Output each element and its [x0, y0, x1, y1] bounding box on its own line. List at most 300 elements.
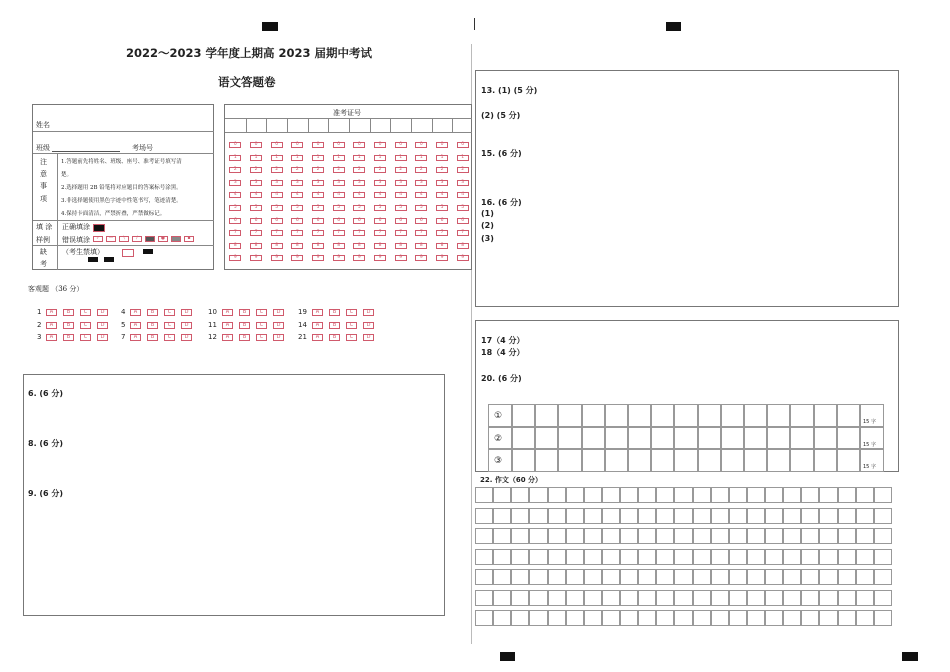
exam-id-digit-bubble[interactable]: 8	[250, 243, 262, 249]
exam-id-digit-bubble[interactable]: 5	[395, 205, 407, 211]
essay-char-cell[interactable]	[529, 569, 547, 585]
objective-option-bubble[interactable]: A	[222, 322, 233, 329]
essay-char-cell[interactable]	[656, 487, 674, 503]
essay-char-cell[interactable]	[511, 528, 529, 544]
objective-option-bubble[interactable]: C	[164, 322, 175, 329]
essay-char-cell[interactable]	[801, 569, 819, 585]
absent-checkbox[interactable]	[122, 249, 134, 257]
essay-char-cell[interactable]	[602, 508, 620, 524]
q20-char-cell[interactable]	[790, 404, 813, 427]
q20-char-cell[interactable]	[790, 449, 813, 472]
essay-char-cell[interactable]	[783, 508, 801, 524]
exam-id-digit-bubble[interactable]: 5	[250, 205, 262, 211]
essay-char-cell[interactable]	[584, 487, 602, 503]
essay-char-cell[interactable]	[856, 549, 874, 565]
exam-id-digit-bubble[interactable]: 7	[436, 230, 448, 236]
q20-char-cell[interactable]	[535, 404, 558, 427]
essay-grid[interactable]	[475, 485, 892, 630]
essay-char-cell[interactable]	[656, 610, 674, 626]
q20-char-cell[interactable]	[721, 404, 744, 427]
exam-id-digit-bubble[interactable]: 0	[395, 142, 407, 148]
exam-id-digit-bubble[interactable]: 2	[374, 167, 386, 173]
essay-char-cell[interactable]	[819, 590, 837, 606]
essay-char-cell[interactable]	[783, 528, 801, 544]
essay-char-cell[interactable]	[638, 528, 656, 544]
essay-char-cell[interactable]	[638, 549, 656, 565]
essay-char-cell[interactable]	[566, 590, 584, 606]
exam-id-digit-bubble[interactable]: 2	[457, 167, 469, 173]
exam-id-digit-bubble[interactable]: 5	[271, 205, 283, 211]
objective-option-bubble[interactable]: A	[130, 322, 141, 329]
essay-char-cell[interactable]	[874, 590, 892, 606]
q20-char-cell[interactable]	[837, 427, 860, 450]
q20-char-cell[interactable]	[628, 449, 651, 472]
q20-char-cell[interactable]	[628, 404, 651, 427]
exam-id-digit-bubble[interactable]: 3	[374, 180, 386, 186]
objective-option-bubble[interactable]: A	[312, 309, 323, 316]
objective-option-bubble[interactable]: B	[329, 322, 340, 329]
objective-option-bubble[interactable]: B	[63, 309, 74, 316]
exam-id-digit-bubble[interactable]: 4	[457, 192, 469, 198]
q20-char-cell[interactable]	[512, 404, 535, 427]
exam-id-digit-bubble[interactable]: 1	[374, 155, 386, 161]
exam-id-digit-bubble[interactable]: 6	[250, 218, 262, 224]
objective-option-bubble[interactable]: C	[164, 334, 175, 341]
essay-char-cell[interactable]	[566, 528, 584, 544]
essay-char-cell[interactable]	[638, 508, 656, 524]
essay-char-cell[interactable]	[638, 487, 656, 503]
exam-id-digit-bubble[interactable]: 8	[291, 243, 303, 249]
exam-id-digit-bubble[interactable]: 1	[250, 155, 262, 161]
essay-char-cell[interactable]	[511, 610, 529, 626]
essay-char-cell[interactable]	[529, 590, 547, 606]
essay-char-cell[interactable]	[838, 528, 856, 544]
essay-char-cell[interactable]	[819, 528, 837, 544]
essay-char-cell[interactable]	[620, 590, 638, 606]
exam-id-digit-bubble[interactable]: 5	[333, 205, 345, 211]
exam-id-digit-bubble[interactable]: 6	[312, 218, 324, 224]
q20-writing-grid[interactable]	[488, 404, 884, 472]
essay-char-cell[interactable]	[548, 508, 566, 524]
right-top-answer-box[interactable]	[475, 70, 899, 307]
exam-id-digit-bubble[interactable]: 0	[312, 142, 324, 148]
exam-id-digit-bubble[interactable]: 0	[436, 142, 448, 148]
exam-id-digit-bubble[interactable]: 8	[312, 243, 324, 249]
essay-char-cell[interactable]	[493, 508, 511, 524]
exam-id-digit-bubble[interactable]: 4	[395, 192, 407, 198]
left-answer-box[interactable]	[23, 374, 445, 616]
essay-char-cell[interactable]	[493, 569, 511, 585]
essay-char-cell[interactable]	[693, 569, 711, 585]
objective-option-bubble[interactable]: A	[46, 334, 57, 341]
exam-id-digit-bubble[interactable]: 8	[271, 243, 283, 249]
class-underline[interactable]	[52, 151, 120, 152]
q20-char-cell[interactable]	[605, 427, 628, 450]
essay-char-cell[interactable]	[566, 508, 584, 524]
objective-option-bubble[interactable]: D	[363, 334, 374, 341]
exam-id-digit-bubble[interactable]: 5	[353, 205, 365, 211]
objective-option-bubble[interactable]: A	[130, 334, 141, 341]
essay-char-cell[interactable]	[765, 610, 783, 626]
essay-char-cell[interactable]	[874, 528, 892, 544]
essay-char-cell[interactable]	[602, 590, 620, 606]
exam-id-digit-bubble[interactable]: 6	[415, 218, 427, 224]
exam-id-digit-bubble[interactable]: 1	[271, 155, 283, 161]
objective-option-bubble[interactable]: A	[312, 322, 323, 329]
objective-option-bubble[interactable]: D	[273, 309, 284, 316]
essay-char-cell[interactable]	[765, 590, 783, 606]
objective-option-bubble[interactable]: C	[346, 309, 357, 316]
essay-char-cell[interactable]	[874, 508, 892, 524]
q20-char-cell[interactable]	[651, 449, 674, 472]
objective-option-bubble[interactable]: D	[181, 334, 192, 341]
exam-id-digit-bubble[interactable]: 6	[436, 218, 448, 224]
essay-char-cell[interactable]	[838, 590, 856, 606]
essay-char-cell[interactable]	[602, 528, 620, 544]
essay-char-cell[interactable]	[874, 569, 892, 585]
exam-id-digit-bubble[interactable]: 0	[353, 142, 365, 148]
essay-char-cell[interactable]	[711, 549, 729, 565]
exam-id-digit-bubble[interactable]: 4	[229, 192, 241, 198]
exam-id-digit-bubble[interactable]: 4	[436, 192, 448, 198]
objective-option-bubble[interactable]: C	[164, 309, 175, 316]
objective-option-bubble[interactable]: C	[346, 322, 357, 329]
essay-char-cell[interactable]	[856, 610, 874, 626]
exam-id-digit-bubble[interactable]: 7	[415, 230, 427, 236]
essay-char-cell[interactable]	[511, 590, 529, 606]
essay-char-cell[interactable]	[729, 610, 747, 626]
exam-id-digit-bubble[interactable]: 0	[374, 142, 386, 148]
objective-option-bubble[interactable]: B	[147, 322, 158, 329]
exam-id-digit-bubble[interactable]: 5	[291, 205, 303, 211]
objective-option-bubble[interactable]: A	[222, 309, 233, 316]
exam-id-digit-bubble[interactable]: 7	[229, 230, 241, 236]
exam-id-digit-bubble[interactable]: 1	[436, 155, 448, 161]
essay-char-cell[interactable]	[584, 549, 602, 565]
exam-id-digit-bubble[interactable]: 8	[457, 243, 469, 249]
objective-option-bubble[interactable]: A	[130, 309, 141, 316]
exam-id-digit-bubble[interactable]: 2	[415, 167, 427, 173]
exam-id-digit-bubble[interactable]: 6	[457, 218, 469, 224]
essay-char-cell[interactable]	[729, 590, 747, 606]
essay-char-cell[interactable]	[819, 610, 837, 626]
exam-id-digit-bubble[interactable]: 9	[374, 255, 386, 261]
essay-char-cell[interactable]	[674, 508, 692, 524]
exam-id-digit-bubble[interactable]: 3	[229, 180, 241, 186]
exam-id-digit-bubble[interactable]: 5	[436, 205, 448, 211]
objective-option-bubble[interactable]: C	[256, 322, 267, 329]
exam-id-digit-bubble[interactable]: 7	[312, 230, 324, 236]
essay-char-cell[interactable]	[711, 610, 729, 626]
exam-id-digit-bubble[interactable]: 4	[415, 192, 427, 198]
q20-char-cell[interactable]	[698, 449, 721, 472]
essay-char-cell[interactable]	[638, 590, 656, 606]
essay-char-cell[interactable]	[602, 487, 620, 503]
essay-char-cell[interactable]	[656, 590, 674, 606]
exam-id-digit-bubble[interactable]: 6	[291, 218, 303, 224]
essay-char-cell[interactable]	[747, 549, 765, 565]
essay-char-cell[interactable]	[475, 508, 493, 524]
exam-id-digit-bubble[interactable]: 7	[353, 230, 365, 236]
essay-char-cell[interactable]	[656, 508, 674, 524]
essay-char-cell[interactable]	[819, 487, 837, 503]
objective-option-bubble[interactable]: B	[63, 322, 74, 329]
exam-id-digit-bubble[interactable]: 8	[333, 243, 345, 249]
exam-id-digit-bubble[interactable]: 8	[353, 243, 365, 249]
essay-char-cell[interactable]	[765, 549, 783, 565]
essay-char-cell[interactable]	[548, 549, 566, 565]
exam-id-digit-bubble[interactable]: 2	[271, 167, 283, 173]
essay-char-cell[interactable]	[475, 610, 493, 626]
q20-char-cell[interactable]	[582, 427, 605, 450]
exam-id-digit-bubble[interactable]: 1	[333, 155, 345, 161]
essay-char-cell[interactable]	[838, 610, 856, 626]
essay-char-cell[interactable]	[693, 528, 711, 544]
essay-char-cell[interactable]	[801, 487, 819, 503]
essay-char-cell[interactable]	[729, 549, 747, 565]
objective-option-bubble[interactable]: B	[239, 334, 250, 341]
exam-id-digit-bubble[interactable]: 9	[457, 255, 469, 261]
essay-char-cell[interactable]	[747, 487, 765, 503]
exam-id-digit-bubble[interactable]: 7	[271, 230, 283, 236]
essay-char-cell[interactable]	[584, 590, 602, 606]
objective-option-bubble[interactable]: A	[222, 334, 233, 341]
essay-char-cell[interactable]	[801, 528, 819, 544]
exam-id-digit-bubble[interactable]: 6	[353, 218, 365, 224]
essay-char-cell[interactable]	[838, 487, 856, 503]
q20-char-cell[interactable]	[651, 404, 674, 427]
essay-char-cell[interactable]	[874, 549, 892, 565]
exam-id-digit-bubble[interactable]: 5	[312, 205, 324, 211]
exam-id-digit-bubble[interactable]: 2	[312, 167, 324, 173]
exam-id-digit-bubble[interactable]: 2	[333, 167, 345, 173]
objective-option-bubble[interactable]: D	[273, 334, 284, 341]
q20-char-cell[interactable]	[605, 449, 628, 472]
essay-char-cell[interactable]	[693, 487, 711, 503]
q20-char-cell[interactable]	[558, 404, 581, 427]
essay-char-cell[interactable]	[801, 549, 819, 565]
exam-id-digit-bubble[interactable]: 9	[353, 255, 365, 261]
q20-char-cell[interactable]	[721, 449, 744, 472]
q20-char-cell[interactable]	[582, 449, 605, 472]
essay-char-cell[interactable]	[620, 569, 638, 585]
essay-char-cell[interactable]	[493, 549, 511, 565]
q20-char-cell[interactable]	[814, 404, 837, 427]
essay-char-cell[interactable]	[729, 508, 747, 524]
essay-char-cell[interactable]	[529, 549, 547, 565]
exam-id-digit-bubble[interactable]: 2	[436, 167, 448, 173]
essay-char-cell[interactable]	[783, 590, 801, 606]
exam-id-digit-bubble[interactable]: 0	[271, 142, 283, 148]
essay-char-cell[interactable]	[747, 610, 765, 626]
exam-id-digit-bubble[interactable]: 9	[271, 255, 283, 261]
objective-option-bubble[interactable]: D	[363, 309, 374, 316]
essay-char-cell[interactable]	[856, 569, 874, 585]
essay-char-cell[interactable]	[711, 528, 729, 544]
essay-char-cell[interactable]	[874, 487, 892, 503]
essay-char-cell[interactable]	[620, 610, 638, 626]
q20-char-cell[interactable]	[744, 427, 767, 450]
essay-char-cell[interactable]	[529, 508, 547, 524]
exam-id-digit-bubble[interactable]: 3	[457, 180, 469, 186]
essay-char-cell[interactable]	[548, 610, 566, 626]
exam-id-digit-bubble[interactable]: 7	[374, 230, 386, 236]
essay-char-cell[interactable]	[566, 569, 584, 585]
exam-id-digit-bubble[interactable]: 9	[436, 255, 448, 261]
exam-id-digit-bubble[interactable]: 0	[415, 142, 427, 148]
objective-option-bubble[interactable]: B	[147, 334, 158, 341]
exam-id-digit-bubble[interactable]: 3	[291, 180, 303, 186]
exam-id-digit-bubble[interactable]: 7	[395, 230, 407, 236]
essay-char-cell[interactable]	[747, 590, 765, 606]
objective-option-bubble[interactable]: C	[256, 334, 267, 341]
exam-id-digit-bubble[interactable]: 8	[415, 243, 427, 249]
essay-char-cell[interactable]	[602, 549, 620, 565]
objective-option-bubble[interactable]: A	[46, 322, 57, 329]
essay-char-cell[interactable]	[602, 610, 620, 626]
essay-char-cell[interactable]	[711, 569, 729, 585]
q20-char-cell[interactable]	[744, 404, 767, 427]
exam-id-digit-bubble[interactable]: 9	[333, 255, 345, 261]
essay-char-cell[interactable]	[747, 528, 765, 544]
exam-id-digit-bubble[interactable]: 7	[250, 230, 262, 236]
exam-id-digit-bubble[interactable]: 3	[312, 180, 324, 186]
essay-char-cell[interactable]	[819, 549, 837, 565]
essay-char-cell[interactable]	[765, 508, 783, 524]
essay-char-cell[interactable]	[783, 549, 801, 565]
essay-char-cell[interactable]	[548, 528, 566, 544]
exam-id-digit-bubble[interactable]: 3	[395, 180, 407, 186]
essay-char-cell[interactable]	[747, 508, 765, 524]
essay-char-cell[interactable]	[693, 549, 711, 565]
q20-char-cell[interactable]	[651, 427, 674, 450]
essay-char-cell[interactable]	[838, 549, 856, 565]
exam-id-digit-bubble[interactable]: 3	[271, 180, 283, 186]
q20-char-cell[interactable]	[767, 404, 790, 427]
q20-char-cell[interactable]	[535, 427, 558, 450]
essay-char-cell[interactable]	[674, 610, 692, 626]
essay-char-cell[interactable]	[656, 528, 674, 544]
q20-char-cell[interactable]	[558, 449, 581, 472]
exam-id-digit-bubble[interactable]: 7	[291, 230, 303, 236]
essay-char-cell[interactable]	[638, 610, 656, 626]
essay-char-cell[interactable]	[493, 590, 511, 606]
exam-id-digit-bubble[interactable]: 4	[374, 192, 386, 198]
objective-option-bubble[interactable]: C	[80, 322, 91, 329]
essay-char-cell[interactable]	[584, 508, 602, 524]
objective-option-bubble[interactable]: C	[80, 334, 91, 341]
essay-char-cell[interactable]	[566, 610, 584, 626]
exam-id-digit-bubble[interactable]: 7	[333, 230, 345, 236]
q20-char-cell[interactable]	[535, 449, 558, 472]
essay-char-cell[interactable]	[584, 610, 602, 626]
essay-char-cell[interactable]	[493, 610, 511, 626]
essay-char-cell[interactable]	[874, 610, 892, 626]
exam-id-digit-bubble[interactable]: 3	[436, 180, 448, 186]
exam-id-digit-bubble[interactable]: 8	[436, 243, 448, 249]
objective-option-bubble[interactable]: C	[256, 309, 267, 316]
exam-id-digit-bubble[interactable]: 6	[395, 218, 407, 224]
exam-id-digit-bubble[interactable]: 4	[353, 192, 365, 198]
objective-option-bubble[interactable]: C	[80, 309, 91, 316]
exam-id-digit-bubble[interactable]: 0	[333, 142, 345, 148]
essay-char-cell[interactable]	[584, 569, 602, 585]
essay-char-cell[interactable]	[548, 569, 566, 585]
essay-char-cell[interactable]	[674, 528, 692, 544]
essay-char-cell[interactable]	[765, 569, 783, 585]
q20-char-cell[interactable]	[837, 404, 860, 427]
essay-char-cell[interactable]	[674, 590, 692, 606]
essay-char-cell[interactable]	[801, 508, 819, 524]
exam-id-digit-bubble[interactable]: 3	[250, 180, 262, 186]
essay-char-cell[interactable]	[529, 610, 547, 626]
essay-char-cell[interactable]	[475, 590, 493, 606]
objective-option-bubble[interactable]: B	[329, 309, 340, 316]
q20-char-cell[interactable]	[628, 427, 651, 450]
essay-char-cell[interactable]	[548, 487, 566, 503]
essay-char-cell[interactable]	[838, 569, 856, 585]
essay-char-cell[interactable]	[856, 590, 874, 606]
exam-id-digit-bubble[interactable]: 0	[250, 142, 262, 148]
essay-char-cell[interactable]	[765, 487, 783, 503]
q20-char-cell[interactable]	[767, 427, 790, 450]
essay-char-cell[interactable]	[729, 487, 747, 503]
essay-char-cell[interactable]	[493, 487, 511, 503]
objective-option-bubble[interactable]: D	[363, 322, 374, 329]
exam-id-digit-bubble[interactable]: 0	[229, 142, 241, 148]
q20-char-cell[interactable]	[605, 404, 628, 427]
q20-char-cell[interactable]	[721, 427, 744, 450]
objective-option-bubble[interactable]: D	[181, 322, 192, 329]
essay-char-cell[interactable]	[656, 569, 674, 585]
essay-char-cell[interactable]	[693, 508, 711, 524]
exam-id-digit-bubble[interactable]: 1	[457, 155, 469, 161]
essay-char-cell[interactable]	[674, 569, 692, 585]
essay-char-cell[interactable]	[529, 528, 547, 544]
essay-char-cell[interactable]	[838, 508, 856, 524]
exam-id-digit-bubble[interactable]: 4	[312, 192, 324, 198]
essay-char-cell[interactable]	[711, 508, 729, 524]
objective-option-bubble[interactable]: A	[312, 334, 323, 341]
essay-char-cell[interactable]	[529, 487, 547, 503]
q20-char-cell[interactable]	[744, 449, 767, 472]
exam-id-digit-bubble[interactable]: 1	[395, 155, 407, 161]
objective-option-bubble[interactable]: B	[63, 334, 74, 341]
exam-id-digit-bubble[interactable]: 1	[415, 155, 427, 161]
exam-id-digit-bubble[interactable]: 6	[271, 218, 283, 224]
essay-char-cell[interactable]	[674, 487, 692, 503]
essay-char-cell[interactable]	[747, 569, 765, 585]
exam-id-digit-bubble[interactable]: 8	[374, 243, 386, 249]
objective-option-bubble[interactable]: A	[46, 309, 57, 316]
essay-char-cell[interactable]	[765, 528, 783, 544]
exam-id-digit-bubble[interactable]: 2	[395, 167, 407, 173]
exam-id-digit-bubble[interactable]: 9	[250, 255, 262, 261]
exam-id-digit-bubble[interactable]: 3	[415, 180, 427, 186]
essay-char-cell[interactable]	[566, 549, 584, 565]
q20-char-cell[interactable]	[698, 427, 721, 450]
essay-char-cell[interactable]	[511, 487, 529, 503]
exam-id-digit-bubble[interactable]: 4	[333, 192, 345, 198]
essay-char-cell[interactable]	[693, 590, 711, 606]
exam-id-digit-bubble[interactable]: 5	[415, 205, 427, 211]
essay-char-cell[interactable]	[801, 610, 819, 626]
essay-char-cell[interactable]	[511, 508, 529, 524]
q20-char-cell[interactable]	[512, 449, 535, 472]
essay-char-cell[interactable]	[729, 569, 747, 585]
essay-char-cell[interactable]	[656, 549, 674, 565]
exam-id-digit-bubble[interactable]: 4	[250, 192, 262, 198]
